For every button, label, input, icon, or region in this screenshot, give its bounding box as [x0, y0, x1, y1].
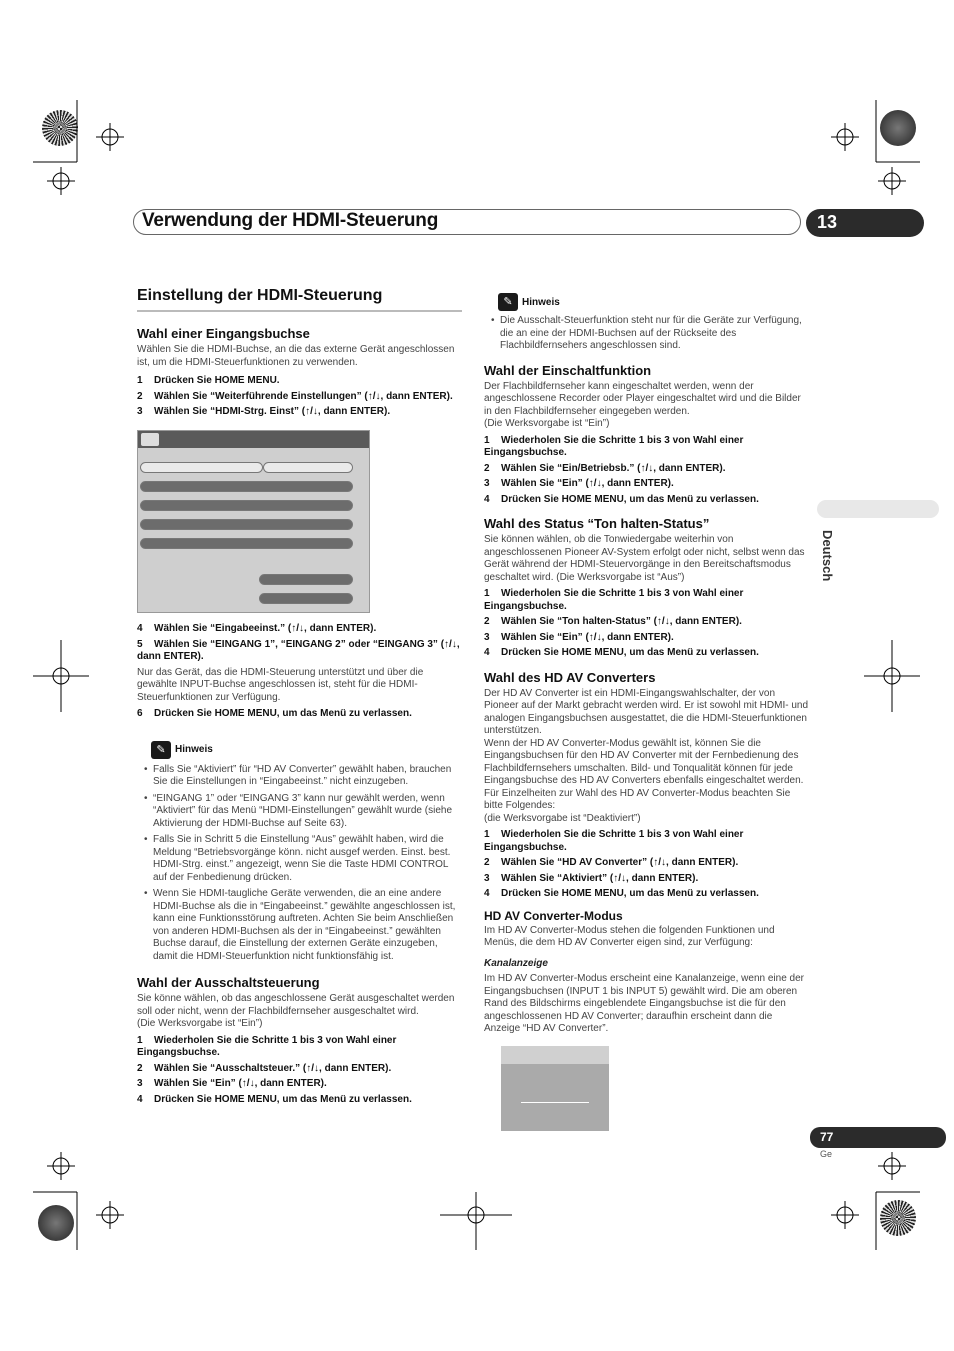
steps-list	[484, 588, 809, 660]
steps-list	[137, 623, 462, 664]
default-note: (die Werksvorgabe ist “Deaktiviert”)	[484, 812, 641, 824]
subsection-title: Wahl der Ausschaltsteuerung	[137, 975, 320, 991]
pencil-icon: ✎	[151, 741, 171, 759]
step: 4 Drücken Sie HOME MENU, um das Menü zu verlassen.	[137, 1093, 412, 1105]
hint-item: • Falls Sie “Aktiviert” für “HD AV Converter” gewählt haben, brauchen Sie die Einstellungen in “Eingabeeinst.” nicht einzugeben.	[137, 764, 462, 789]
step: 2 Wählen Sie “Ton halten-Status” (↑/↓, dann ENTER).	[484, 616, 742, 628]
hint-header: ✎ Hinweis	[151, 741, 462, 759]
step: 3 Wählen Sie “Ein” (↑/↓, dann ENTER).	[137, 1078, 327, 1090]
page-number: 77	[810, 1127, 946, 1148]
hint-item: • Wenn Sie HDMI-taugliche Geräte verwenden, die an eine andere HDMI-Buchse als die in “Eingabeeinst.” gewählte angeschlossen ist, kann eine Funktionsstörung auftreten. Achten Sie beim Anschließen von anderen HDMI-Buchsen als der in “Eingabeeinst.” gewählten Buchse darauf, die Einstellung der externen Geräte einzugeben, damit die HDMI-Steuerfunktion nicht funktionsfähig ist.	[137, 888, 462, 963]
channel-banner	[501, 1046, 609, 1064]
paragraph: Sie können wählen, ob die Tonwiedergabe weiterhin von angeschlossenen Pioneer AV-System erfolgt oder nicht, selbst wenn das Gerät während der HDMI-Steuervorgänge in den Bereitschaftsmodus geschaltet wird. (Die Werksvorgabe ist “Aus”)	[484, 534, 805, 583]
menu-item	[140, 519, 353, 530]
pencil-icon: ✎	[498, 293, 518, 311]
step: 6 Drücken Sie HOME MENU, um das Menü zu verlassen.	[137, 708, 412, 719]
menu-icon	[141, 433, 159, 446]
language-tab	[817, 500, 939, 518]
language-label: Deutsch	[820, 530, 835, 582]
step: 4 Wählen Sie “Eingabeeinst.” (↑/↓, dann ENTER).	[137, 623, 377, 634]
step: 2 Wählen Sie “HD AV Converter” (↑/↓, dann ENTER).	[484, 857, 739, 869]
steps-list	[137, 375, 462, 419]
steps-list	[137, 1035, 462, 1107]
menu-option	[259, 593, 353, 604]
menu-screenshot	[137, 430, 370, 613]
subsection-title: Wahl des HD AV Converters	[484, 669, 656, 685]
menu-title-bar	[138, 431, 369, 448]
step: 2 Wählen Sie “Ausschaltsteuer.” (↑/↓, dann ENTER).	[137, 1062, 392, 1074]
section-title: Einstellung der HDMI-Steuerung	[137, 287, 383, 304]
step: 1 Wiederholen Sie die Schritte 1 bis 3 von Wahl einer Eingangsbuchse.	[484, 588, 744, 612]
right-column	[484, 293, 809, 1036]
step: 5 Wählen Sie “EINGANG 1”, “EINGANG 2” oder “EINGANG 3” (↑/↓, dann ENTER).	[137, 638, 460, 662]
step: 1 Wiederholen Sie die Schritte 1 bis 3 von Wahl einer Eingangsbuchse.	[484, 829, 744, 853]
chapter-number: 13	[806, 209, 924, 237]
default-note: (Die Werksvorgabe ist “Ein”)	[484, 418, 610, 430]
step: 4 Drücken Sie HOME MENU, um das Menü zu verlassen.	[484, 493, 759, 505]
paragraph: Der Flachbildfernseher kann eingeschaltet werden, wenn der angeschlossene Recorder oder Player eingeschaltet wird und die Bilder in den Flachbildfernseher eingegeben werden.	[484, 380, 801, 417]
default-note: (Die Werksvorgabe ist “Ein”)	[137, 1018, 263, 1030]
step: 2 Wählen Sie “Ein/Betriebsb.” (↑/↓, dann ENTER).	[484, 462, 726, 474]
subsection-title: Wahl des Status “Ton halten-Status”	[484, 516, 710, 532]
subsection-title: Wahl der Einschaltfunktion	[484, 362, 652, 378]
step: 3 Wählen Sie “Aktiviert” (↑/↓, dann ENTER).	[484, 872, 699, 884]
hint-list	[137, 764, 462, 964]
left-column	[137, 287, 462, 422]
step: 4 Drücken Sie HOME MENU, um das Menü zu verlassen.	[484, 888, 759, 900]
section-rule	[137, 310, 462, 312]
chapter-title: Verwendung der HDMI-Steuerung	[142, 210, 439, 231]
step: 1 Wiederholen Sie die Schritte 1 bis 3 von Wahl einer Eingangsbuchse.	[484, 434, 744, 459]
step: 3 Wählen Sie “Ein” (↑/↓, dann ENTER).	[484, 478, 674, 490]
hint-item: • Falls Sie in Schritt 5 die Einstellung “Aus” gewählt haben, wird die Meldung “Betriebsvorgänge könn. nicht ausgef werden. Einst. best. HDMI-Strg. einst.” angezeigt, wenn Sie die Taste HDMI CONTROL auf der Fenbedienung drücken.	[137, 834, 462, 884]
subsection-title: Wahl einer Eingangsbuchse	[137, 326, 310, 341]
step: 3 Wählen Sie “Ein” (↑/↓, dann ENTER).	[484, 631, 674, 643]
paragraph: Im HD AV Converter-Modus stehen die folgenden Funktionen und Menüs, die dem HD AV Converter eigen sind, zur Verfügung:	[484, 924, 775, 949]
hint-item: • Die Ausschalt-Steuerfunktion steht nur für die Geräte zur Verfügung, die an eine der HDMI-Buchsen auf der Rückseite des Flachbildfernsehers angeschlossen sind.	[484, 315, 809, 353]
hint-header: ✎ Hinweis	[498, 293, 809, 311]
step: 2 Wählen Sie “Weiterführende Einstellungen” (↑/↓, dann ENTER).	[137, 390, 453, 402]
paragraph: Im HD AV Converter-Modus erscheint eine Kanalanzeige, wenn eine der Eingangsbuchsen (INPUT 1 bis INPUT 5) gewählt wird. Die am oberen Rand des Bildschirms eingeblendete Eingangsbuchse ist die für den angeschlossenen HD AV Converter; daraufhin erscheint dann die Anzeige “HD AV Converter”.	[484, 973, 804, 1035]
hint-item: • “EINGANG 1” oder “EINGANG 3” kann nur gewählt werden, wenn “Aktiviert” für das Menü “HDMI-Einstellungen” gewählt wurde (siehe Aktivierung der HDMI-Buchse auf Seite 63).	[137, 793, 462, 831]
subsection-title: HD AV Converter-Modus	[484, 908, 623, 923]
step: 1 Drücken Sie HOME MENU.	[137, 375, 280, 386]
steps-list	[484, 829, 809, 901]
channel-display-screenshot	[501, 1046, 609, 1131]
menu-header-value	[263, 462, 353, 473]
menu-option	[259, 574, 353, 585]
paragraph: Wählen Sie die HDMI-Buchse, an die das externe Gerät angeschlossen ist, um die HDMI-Steuerfunktionen zu verwenden.	[137, 344, 455, 368]
paragraph: Wenn der HD AV Converter-Modus gewählt ist, können Sie die Eingangsbuchsen für den HD AV Converter mit der Fernbedienung des Flachbildfernsehers umschalten. Bild- und Tonqualität können für jede Eingangsbuchse des HD AV Converters ebenfalls eingeschaltet werden. Für Einzelheiten zur Wahl des HD AV Converter-Modus beachten Sie bitte Folgendes:	[484, 737, 804, 812]
paragraph: Sie könne wählen, ob das angeschlossene Gerät ausgeschaltet werden soll oder nicht, wenn der Flachbildfernseher ausgeschaltet wird.	[137, 993, 455, 1017]
menu-item	[140, 481, 353, 492]
left-column-continued	[137, 623, 462, 1109]
menu-header-field	[140, 462, 263, 473]
menu-item	[140, 500, 353, 511]
steps-list	[484, 435, 809, 507]
step: 4 Drücken Sie HOME MENU, um das Menü zu verlassen.	[484, 647, 759, 659]
subheading-italic: Kanalanzeige	[484, 957, 548, 969]
hint-list	[484, 315, 809, 353]
paragraph: Der HD AV Converter ist ein HDMI-Eingangswahlschalter, der von Pioneer auf der Markt gebracht werden wird. Er ist sowohl mit HDMI- und analogen Eingangsbuchsen ausgestattet, die die HDMI-Steuerfunktionen unterstützen.	[484, 687, 809, 737]
page-language-code: Ge	[820, 1149, 833, 1159]
channel-line	[521, 1102, 589, 1103]
step: 1 Wiederholen Sie die Schritte 1 bis 3 von Wahl einer Eingangsbuchse.	[137, 1034, 397, 1059]
menu-item	[140, 538, 353, 549]
paragraph: Nur das Gerät, das die HDMI-Steuerung unterstützt und über die gewählte INPUT-Buchse angeschlossen ist, steht für die HDMI-Steuerfunktionen zur Verfügung.	[137, 666, 424, 703]
step: 3 Wählen Sie “HDMI-Strg. Einst” (↑/↓, dann ENTER).	[137, 406, 391, 417]
